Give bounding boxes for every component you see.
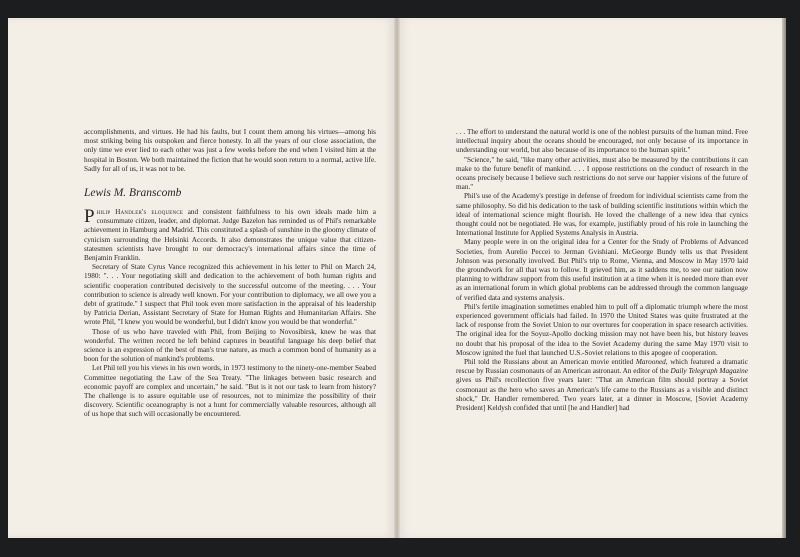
- paragraph-marooned: [456, 358, 748, 413]
- left-page-text: [84, 128, 376, 420]
- book-gutter: [394, 18, 400, 538]
- dropcap-paragraph-body: and consistent faithfulness to his own ideals made him a consummate citizen, leader, and diplomat. Judge Bazelon has reminded us of Phil's remarkable achievement in Hamburg and Madrid. This constituted a splash of sunshine in the gloomy climate of cynicism surrounding the Helsinki Accords. It also demonstrates the unique value that citizen-statesmen scientists have brought to our democracy's international affairs since the time of Benjamin Franklin.: [84, 208, 376, 263]
- opening-paragraph: accomplishments, and virtues. He had his faults, but I count them among his virtues—among his most striking being his outspoken and fierce honesty. In all the years of our close association, the only time we ever lied to each other was just a few weeks before the end when I visited him at the hospital in Boston. We both maintained the fiction that he would soon return to a normal, active life. Sadly for all of us, it was not to be.: [84, 128, 376, 173]
- paragraph-many: Many people were in on the original idea for a Center for the Study of Problems of Advanced Societies, from Aurelio Peccei to Jerman Gvishiani. McGeorge Bundy tells us that President Johnson was personally involved. But Phil's trip to Rome, Vienna, and Moscow in May 1970 laid the groundwork for all that was to follow. It grieved him, as it saddens me, to see our nation now planning to withdraw support from this useful institution at a time when it is needed more than ever as an international forum in which global problems can be addressed through the common language of verified data and systems analysis.: [456, 238, 748, 302]
- marooned-film-title: Marooned: [635, 358, 666, 367]
- paragraph-prestige: Phil's use of the Academy's prestige in defense of freedom for individual scientists came from the same philosophy. So did his dedication to the task of building scientific institutions within which the ideal of international science might flourish. He loved the challenge of a new idea that cynics thought could not be negotiated. He was, for example, justifiably proud of his role in launching the International Institute for Applied Systems Analysis in Austria.: [456, 192, 748, 238]
- paragraph-science: "Science," he said, "like many other activities, must also be measured by the contributions it can make to the future benefit of mankind. . . . I oppose restrictions on the conduct of research in the oceans precisely because I believe such restrictions do not serve our happier visions of the future of man.": [456, 155, 748, 192]
- paragraph-vance: Secretary of State Cyrus Vance recognized this achievement in his letter to Phil on March 24, 1980: ". . . Your negotiating skill and dedication to the achievement of both human rights and scientific cooperation contributed decisively to the successful outcome of the meeting. . . . Your contribution to science is already well known. For your contribution to diplomacy, we all owe you a debt of gratitude." I suspect that Phil took even more satisfaction in the appraisal of his leadership by Patricia Derian, Assistant Secretary of State for Human Rights and Humanitarian Affairs. She wrote Phil, "I knew you would be wonderful, but I didn't know you would be that wonderful.": [84, 263, 376, 327]
- drop-cap: P: [84, 206, 95, 228]
- marooned-text-b: , which featured a dramatic rescue by Russian cosmonauts of an American astronaut. An editor of the: [456, 358, 748, 376]
- paragraph-fertile: Phil's fertile imagination sometimes enabled him to pull off a diplomatic triumph where the most experienced government officials had failed. In 1970 the United States was quite frustrated at the lack of response from the Soviet Union to our overtures for cooperation in space research activities. The original idea for the Soyuz-Apollo docking mission may not have been his, but history leaves no doubt that his proposal of the idea to the Soviet Academy during the same May 1970 visit to Moscow ignited the fuel that launched U.S.-Soviet relations to this apogee of cooperation.: [456, 302, 748, 357]
- marooned-text-c: gives us Phil's recollection five years later: "That an American film should portray a Soviet cosmonaut as the hero who saves an American's life came to the Russians as a visible and distinct shock," Dr. Handler remembered. Two years later, at a dinner in Moscow, [Soviet Academy President] Keldysh confided that until [he and Handler] had: [456, 376, 748, 413]
- section-heading: Lewis M. Branscomb: [84, 187, 182, 200]
- right-page-text: [456, 128, 748, 413]
- dropcap-paragraph: [84, 208, 376, 263]
- small-caps-lead: hilip Handler's eloquence: [96, 208, 184, 217]
- marooned-publication: Daily Telegraph Magazine: [670, 367, 748, 376]
- paragraph-traveled: Those of us who have traveled with Phil, from Beijing to Novosibirsk, knew he was that wonderful. The written record he left behind captures in beautiful language his deep belief that science is an expression of the best of man's true nature, as much a common bond of humanity as a boon for the solution of mankind's problems.: [84, 327, 376, 364]
- marooned-text-a: Phil told the Russians about an American movie entitled: [464, 358, 636, 367]
- page-edge-shadow: [782, 18, 786, 538]
- paragraph-effort: . . . The effort to understand the natural world is one of the noblest pursuits of the human mind. Free intellectual inquiry about the oceans should be encouraged, not only because of its importance in understanding our world, but also because of its importance to the human spirit.": [456, 128, 748, 155]
- paragraph-testimony: Let Phil tell you his views in his own words, in 1973 testimony to the ninety-one-member Seabed Committee negotiating the Law of the Sea Treaty. "The linkages between basic research and economic payoff are complex and uncertain," he said. "But is it not our task to learn from history? The challenge is to assure equitable use of resources, not to minimize the possibility of their discovery. Scientific oceanography is not a hunt for commercially valuable resources, although all of us hope that such will occasionally be encountered.: [84, 364, 376, 419]
